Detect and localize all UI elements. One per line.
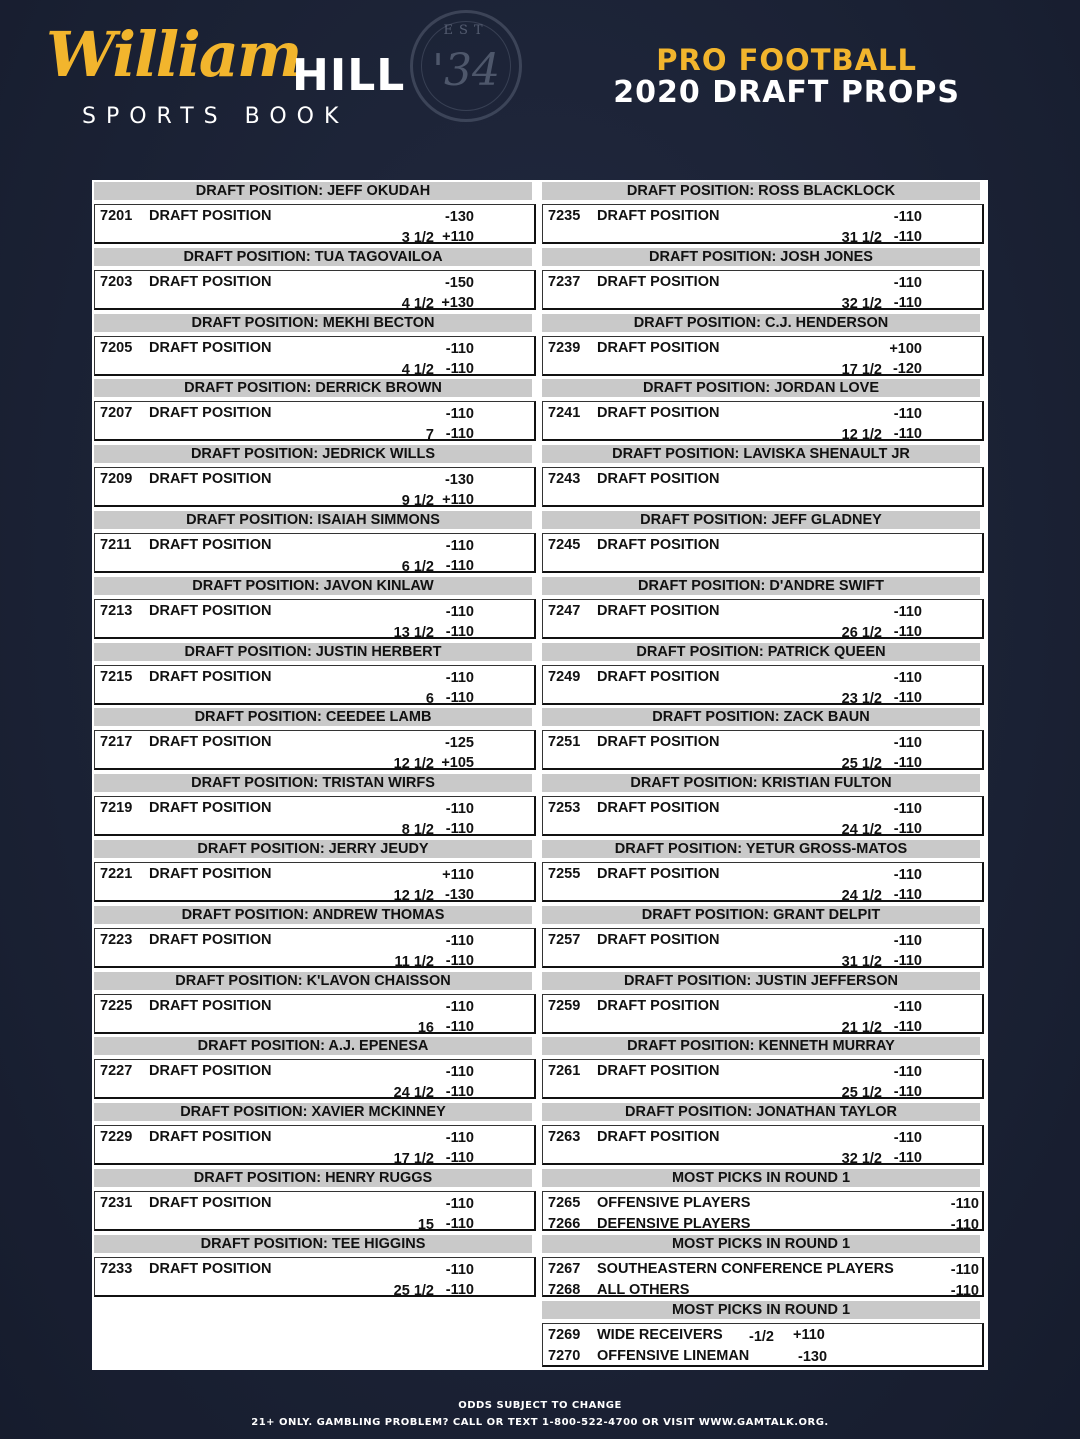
section-header: MOST PICKS IN ROUND 1	[542, 1301, 980, 1319]
section-header: DRAFT POSITION: ANDREW THOMAS	[94, 906, 532, 924]
prop-label: DRAFT POSITION	[149, 734, 272, 751]
prop-section	[542, 1037, 984, 1103]
prop-section	[542, 840, 984, 906]
prop-section	[94, 314, 536, 380]
odds-under: -110	[445, 1064, 474, 1081]
draft-line: 4 1/2	[401, 361, 434, 378]
section-header: DRAFT POSITION: GRANT DELPIT	[542, 906, 980, 924]
rotation-number: 7221	[100, 865, 133, 882]
draft-line: 11 1/2	[394, 953, 434, 970]
section-header: DRAFT POSITION: C.J. HENDERSON	[542, 314, 980, 332]
rotation-number: 7270	[548, 1347, 581, 1364]
draft-line: 31 1/2	[841, 230, 882, 246]
prop-section	[542, 972, 984, 1038]
section-header: DRAFT POSITION: MEKHI BECTON	[94, 314, 532, 332]
prop-label: DRAFT POSITION	[597, 1063, 720, 1080]
prop-row	[94, 665, 536, 705]
prop-label: DRAFT POSITION	[597, 536, 720, 553]
odds-under: -110	[893, 1064, 922, 1081]
prop-label: SOUTHEASTERN CONFERENCE PLAYERS	[597, 1260, 894, 1277]
title-line2: 2020 DRAFT PROPS	[613, 75, 960, 111]
odds-value: -110	[950, 1282, 979, 1299]
prop-label: DRAFT POSITION	[149, 1260, 272, 1277]
rotation-number: 7233	[100, 1260, 133, 1277]
section-header: DRAFT POSITION: D'ANDRE SWIFT	[542, 577, 980, 595]
odds-over: -130	[444, 886, 474, 903]
odds-over: -110	[445, 426, 474, 443]
odds-over: -110	[893, 821, 922, 838]
section-header: DRAFT POSITION: KRISTIAN FULTON	[542, 774, 980, 792]
odds-under: -110	[445, 340, 474, 357]
odds-under: -110	[893, 274, 922, 291]
odds-over: -110	[445, 557, 474, 574]
prop-section	[94, 840, 536, 906]
prop-label: DRAFT POSITION	[149, 931, 272, 948]
prop-row	[542, 1191, 984, 1231]
odds-under: -110	[893, 801, 922, 818]
odds-under: +100	[889, 340, 922, 357]
rotation-number: 7227	[100, 1063, 133, 1080]
prop-label: DRAFT POSITION	[149, 208, 272, 224]
rotation-number: 7219	[100, 800, 133, 817]
rotation-number: 7213	[100, 602, 133, 619]
odds-over: -110	[893, 426, 922, 443]
odds-over: -110	[445, 689, 474, 706]
prop-row	[542, 1125, 984, 1168]
prop-label: DRAFT POSITION	[149, 865, 272, 882]
odds-over: -110	[893, 689, 922, 706]
prop-row	[94, 1125, 536, 1168]
odds-over: -110	[893, 952, 922, 969]
draft-line: 3 1/2	[401, 230, 434, 246]
section-header: DRAFT POSITION: LAVISKA SHENAULT JR	[542, 445, 980, 463]
section-header: DRAFT POSITION: TUA TAGOVAILOA	[94, 248, 532, 266]
section-header: DRAFT POSITION: JEFF OKUDAH	[94, 182, 532, 200]
section-header: DRAFT POSITION: YETUR GROSS-MATOS	[542, 840, 980, 858]
prop-row	[94, 204, 536, 244]
rotation-number: 7235	[548, 208, 581, 224]
odds-under: -110	[893, 603, 922, 620]
prop-section	[94, 1103, 536, 1169]
prop-label: DRAFT POSITION	[597, 931, 720, 948]
prop-section	[94, 577, 536, 643]
section-header: DRAFT POSITION: JUSTIN HERBERT	[94, 643, 532, 661]
odds-over: -110	[445, 623, 474, 640]
prop-label: DRAFT POSITION	[597, 273, 720, 290]
prop-label: DRAFT POSITION	[149, 273, 272, 290]
rotation-number: 7245	[548, 536, 581, 553]
prop-label: DRAFT POSITION	[149, 1063, 272, 1080]
section-header: MOST PICKS IN ROUND 1	[542, 1169, 980, 1187]
prop-section	[94, 1037, 536, 1103]
rotation-number: 7223	[100, 931, 133, 948]
prop-row	[542, 533, 984, 573]
odds-under: -110	[893, 209, 922, 225]
prop-section	[94, 248, 536, 314]
prop-section	[94, 708, 536, 774]
prop-section	[542, 379, 984, 445]
section-header: DRAFT POSITION: JORDAN LOVE	[542, 379, 980, 397]
rotation-number: 7241	[548, 405, 581, 422]
odds-under: -110	[893, 1130, 922, 1147]
odds-under: -130	[444, 472, 474, 489]
section-header: DRAFT POSITION: TRISTAN WIRFS	[94, 774, 532, 792]
rotation-number: 7266	[548, 1215, 581, 1232]
prop-row	[94, 533, 536, 573]
prop-row	[94, 862, 536, 902]
rotation-number: 7201	[100, 208, 133, 224]
odds-over: -110	[893, 623, 922, 640]
odds-over: -110	[893, 1150, 922, 1167]
prop-label: OFFENSIVE PLAYERS	[597, 1194, 751, 1211]
prop-label: DRAFT POSITION	[597, 208, 720, 224]
footer-disclaimer-2: 21+ ONLY. GAMBLING PROBLEM? CALL OR TEXT 1-800-522-4700 OR VISIT WWW.GAMTALK.ORG.	[251, 1417, 829, 1428]
prop-label: DRAFT POSITION	[597, 405, 720, 422]
rotation-number: 7225	[100, 997, 133, 1014]
odds-over: -110	[893, 1018, 922, 1035]
rotation-number: 7247	[548, 602, 581, 619]
section-header: DRAFT POSITION: JERRY JEUDY	[94, 840, 532, 858]
prop-label: DRAFT POSITION	[149, 602, 272, 619]
rotation-number: 7207	[100, 405, 133, 422]
odds-over: -110	[445, 821, 474, 838]
prop-section	[542, 906, 984, 972]
prop-label: DRAFT POSITION	[597, 734, 720, 751]
odds-over: -110	[893, 886, 922, 903]
prop-row	[94, 796, 536, 839]
most-picks-section	[542, 1301, 984, 1367]
section-header: DRAFT POSITION: ROSS BLACKLOCK	[542, 182, 980, 200]
section-header: DRAFT POSITION: JOSH JONES	[542, 248, 980, 266]
section-header: DRAFT POSITION: HENRY RUGGS	[94, 1169, 532, 1187]
prop-section	[542, 248, 984, 314]
most-picks-section	[542, 1235, 984, 1301]
prop-section	[94, 182, 536, 248]
odds-under: -110	[893, 406, 922, 423]
section-header: DRAFT POSITION: JEFF GLADNEY	[542, 511, 980, 529]
draft-line: 17 1/2	[841, 361, 882, 378]
prop-row	[94, 1257, 536, 1297]
odds-under: +110	[442, 866, 474, 883]
odds-value: -110	[950, 1195, 979, 1212]
odds-under: -130	[444, 209, 474, 225]
draft-line: 12 1/2	[393, 756, 434, 773]
draft-line: 6 1/2	[401, 558, 434, 575]
rotation-number: 7237	[548, 273, 581, 290]
prop-label: DRAFT POSITION	[149, 1129, 272, 1146]
prop-row	[94, 730, 536, 773]
draft-line: 24 1/2	[841, 887, 882, 904]
page-title	[613, 44, 960, 110]
odds-under: -110	[893, 932, 922, 949]
section-header: DRAFT POSITION: XAVIER MCKINNEY	[94, 1103, 532, 1121]
odds-under: -110	[893, 669, 922, 686]
section-header: DRAFT POSITION: DERRICK BROWN	[94, 379, 532, 397]
draft-line: 7	[425, 427, 434, 444]
draft-line: 12 1/2	[393, 887, 434, 904]
prop-row	[94, 599, 536, 639]
most-picks-section	[542, 1169, 984, 1235]
draft-line: 6	[425, 690, 434, 707]
odds-value: +110	[793, 1326, 825, 1343]
prop-row	[542, 928, 984, 968]
draft-line: 26 1/2	[841, 624, 882, 641]
odds-over: +130	[441, 294, 474, 311]
odds-under: -110	[445, 1261, 474, 1278]
prop-label: DEFENSIVE PLAYERS	[597, 1215, 751, 1232]
prop-label: DRAFT POSITION	[149, 536, 272, 553]
prop-row	[542, 204, 984, 244]
odds-value: -110	[950, 1261, 979, 1278]
prop-row	[542, 336, 984, 376]
prop-label: DRAFT POSITION	[597, 800, 720, 817]
prop-label: DRAFT POSITION	[149, 668, 272, 685]
draft-line: 32 1/2	[841, 295, 882, 312]
prop-section	[542, 708, 984, 774]
draft-line: 25 1/2	[841, 1085, 882, 1102]
prop-row	[542, 994, 984, 1034]
section-header: MOST PICKS IN ROUND 1	[542, 1235, 980, 1253]
prop-section	[94, 1235, 536, 1301]
prop-section	[542, 314, 984, 380]
prop-section	[94, 906, 536, 972]
odds-over: -110	[893, 1084, 922, 1101]
left-column	[94, 182, 536, 1301]
prop-label: DRAFT POSITION	[149, 405, 272, 422]
prop-row	[94, 336, 536, 376]
odds-over: -120	[892, 360, 922, 377]
draft-line: 24 1/2	[841, 822, 882, 839]
prop-section	[94, 1169, 536, 1235]
prop-label: DRAFT POSITION	[149, 339, 272, 356]
odds-under: -110	[445, 537, 474, 554]
rotation-number: 7265	[548, 1194, 581, 1211]
draft-line: 23 1/2	[841, 690, 882, 707]
prop-section	[94, 972, 536, 1038]
prop-row	[542, 730, 984, 773]
seal-est: EST	[443, 23, 489, 38]
footer-disclaimer-1: ODDS SUBJECT TO CHANGE	[458, 1400, 622, 1411]
draft-line: 15	[417, 1216, 434, 1233]
prop-row	[542, 665, 984, 705]
odds-under: -110	[445, 603, 474, 620]
section-header: DRAFT POSITION: JAVON KINLAW	[94, 577, 532, 595]
prop-label: DRAFT POSITION	[597, 339, 720, 356]
rotation-number: 7251	[548, 734, 581, 751]
odds-over: -110	[893, 229, 922, 245]
prop-row	[542, 862, 984, 902]
prop-row	[542, 1059, 984, 1102]
logo-william: William	[46, 18, 301, 91]
draft-line: 4 1/2	[401, 295, 434, 312]
odds-over: -110	[445, 1084, 474, 1101]
draft-line: 8 1/2	[401, 822, 434, 839]
prop-label: DRAFT POSITION	[597, 865, 720, 882]
odds-under: -150	[444, 274, 474, 291]
section-header: DRAFT POSITION: A.J. EPENESA	[94, 1037, 532, 1055]
prop-section	[542, 511, 984, 577]
rotation-number: 7243	[548, 471, 581, 488]
odds-over: -110	[445, 1215, 474, 1232]
prop-section	[94, 379, 536, 445]
prop-section	[94, 511, 536, 577]
odds-over: -110	[445, 952, 474, 969]
prop-row	[542, 467, 984, 507]
odds-under: -110	[445, 932, 474, 949]
section-header: DRAFT POSITION: KENNETH MURRAY	[542, 1037, 980, 1055]
rotation-number: 7259	[548, 997, 581, 1014]
section-header: DRAFT POSITION: JONATHAN TAYLOR	[542, 1103, 980, 1121]
odds-under: -125	[444, 735, 474, 752]
prop-row	[94, 994, 536, 1034]
prop-row	[542, 796, 984, 839]
odds-under: -110	[445, 1130, 474, 1147]
section-header: DRAFT POSITION: CEEDEE LAMB	[94, 708, 532, 726]
draft-line: 17 1/2	[393, 1151, 434, 1168]
rotation-number: 7229	[100, 1129, 133, 1146]
rotation-number: 7267	[548, 1260, 581, 1277]
prop-row	[542, 401, 984, 444]
prop-section	[542, 182, 984, 248]
prop-label: DRAFT POSITION	[149, 800, 272, 817]
draft-line: 21 1/2	[841, 1019, 882, 1036]
prop-label: DRAFT POSITION	[149, 1194, 272, 1211]
prop-label: DRAFT POSITION	[597, 997, 720, 1014]
odds-over: +110	[442, 229, 474, 245]
section-header: DRAFT POSITION: ISAIAH SIMMONS	[94, 511, 532, 529]
draft-line: 9 1/2	[401, 493, 434, 510]
odds-over: -110	[893, 755, 922, 772]
draft-line: 31 1/2	[841, 953, 882, 970]
prop-label: DRAFT POSITION	[597, 602, 720, 619]
odds-under: -110	[445, 998, 474, 1015]
odds-under: -110	[893, 735, 922, 752]
draft-line: 12 1/2	[841, 427, 882, 444]
prop-row	[94, 270, 536, 310]
prop-section	[542, 445, 984, 511]
prop-label: OFFENSIVE LINEMAN	[597, 1347, 750, 1364]
odds-under: -110	[445, 406, 474, 423]
prop-section	[542, 774, 984, 840]
rotation-number: 7215	[100, 668, 133, 685]
odds-over: -110	[893, 294, 922, 311]
odds-value: -130	[798, 1348, 828, 1365]
right-column	[542, 182, 984, 1366]
prop-row	[542, 270, 984, 310]
section-header: DRAFT POSITION: JEDRICK WILLS	[94, 445, 532, 463]
rotation-number: 7255	[548, 865, 581, 882]
prop-row	[542, 1323, 984, 1367]
prop-row	[94, 928, 536, 968]
spread-value: -1/2	[749, 1328, 774, 1345]
draft-line: 13 1/2	[393, 624, 434, 641]
odds-over: +110	[442, 492, 474, 509]
odds-over: -110	[445, 1150, 474, 1167]
draft-line: 32 1/2	[841, 1151, 882, 1168]
prop-label: DRAFT POSITION	[597, 668, 720, 685]
odds-over: -110	[445, 1281, 474, 1298]
rotation-number: 7268	[548, 1281, 581, 1298]
prop-section	[94, 774, 536, 840]
prop-section	[94, 445, 536, 511]
est-34-seal-icon	[410, 10, 522, 122]
rotation-number: 7203	[100, 273, 133, 290]
section-header: DRAFT POSITION: K'LAVON CHAISSON	[94, 972, 532, 990]
rotation-number: 7253	[548, 800, 581, 817]
prop-section	[542, 643, 984, 709]
odds-over: -110	[445, 1018, 474, 1035]
rotation-number: 7239	[548, 339, 581, 356]
draft-line: 25 1/2	[393, 1282, 434, 1299]
rotation-number: 7205	[100, 339, 133, 356]
prop-label: DRAFT POSITION	[597, 471, 720, 488]
section-header: DRAFT POSITION: ZACK BAUN	[542, 708, 980, 726]
prop-label: DRAFT POSITION	[149, 471, 272, 488]
prop-row	[94, 467, 536, 510]
odds-value: -110	[950, 1216, 979, 1233]
prop-row	[542, 599, 984, 639]
odds-under: -110	[893, 866, 922, 883]
logo-hill: HILL	[292, 50, 406, 101]
rotation-number: 7249	[548, 668, 581, 685]
prop-label: ALL OTHERS	[597, 1281, 690, 1298]
section-header: DRAFT POSITION: TEE HIGGINS	[94, 1235, 532, 1253]
rotation-number: 7211	[100, 536, 132, 553]
prop-row	[542, 1257, 984, 1297]
rotation-number: 7209	[100, 471, 133, 488]
prop-section	[94, 643, 536, 709]
prop-label: DRAFT POSITION	[149, 997, 272, 1014]
odds-sheet	[92, 180, 988, 1370]
prop-row	[94, 1059, 536, 1102]
odds-over: +105	[441, 755, 474, 772]
rotation-number: 7263	[548, 1129, 581, 1146]
prop-label: DRAFT POSITION	[597, 1129, 720, 1146]
odds-under: -110	[445, 669, 474, 686]
seal-year: '34	[431, 45, 501, 96]
odds-under: -110	[893, 998, 922, 1015]
draft-line: 24 1/2	[393, 1085, 434, 1102]
prop-section	[542, 577, 984, 643]
section-header: DRAFT POSITION: PATRICK QUEEN	[542, 643, 980, 661]
section-header: DRAFT POSITION: JUSTIN JEFFERSON	[542, 972, 980, 990]
odds-under: -110	[445, 1195, 474, 1212]
prop-label: WIDE RECEIVERS	[597, 1326, 723, 1343]
logo-sportsbook: SPORTS BOOK	[82, 104, 349, 129]
draft-line: 25 1/2	[841, 756, 882, 773]
rotation-number: 7217	[100, 734, 133, 751]
odds-over: -110	[445, 360, 474, 377]
header	[0, 0, 1080, 175]
odds-under: -110	[445, 801, 474, 818]
rotation-number: 7231	[100, 1194, 133, 1211]
rotation-number: 7257	[548, 931, 581, 948]
draft-line: 16	[417, 1019, 434, 1036]
prop-row	[94, 401, 536, 444]
prop-row	[94, 1191, 536, 1231]
rotation-number: 7269	[548, 1326, 581, 1343]
title-line1: PRO FOOTBALL	[656, 43, 917, 77]
rotation-number: 7261	[548, 1063, 581, 1080]
prop-section	[542, 1103, 984, 1169]
